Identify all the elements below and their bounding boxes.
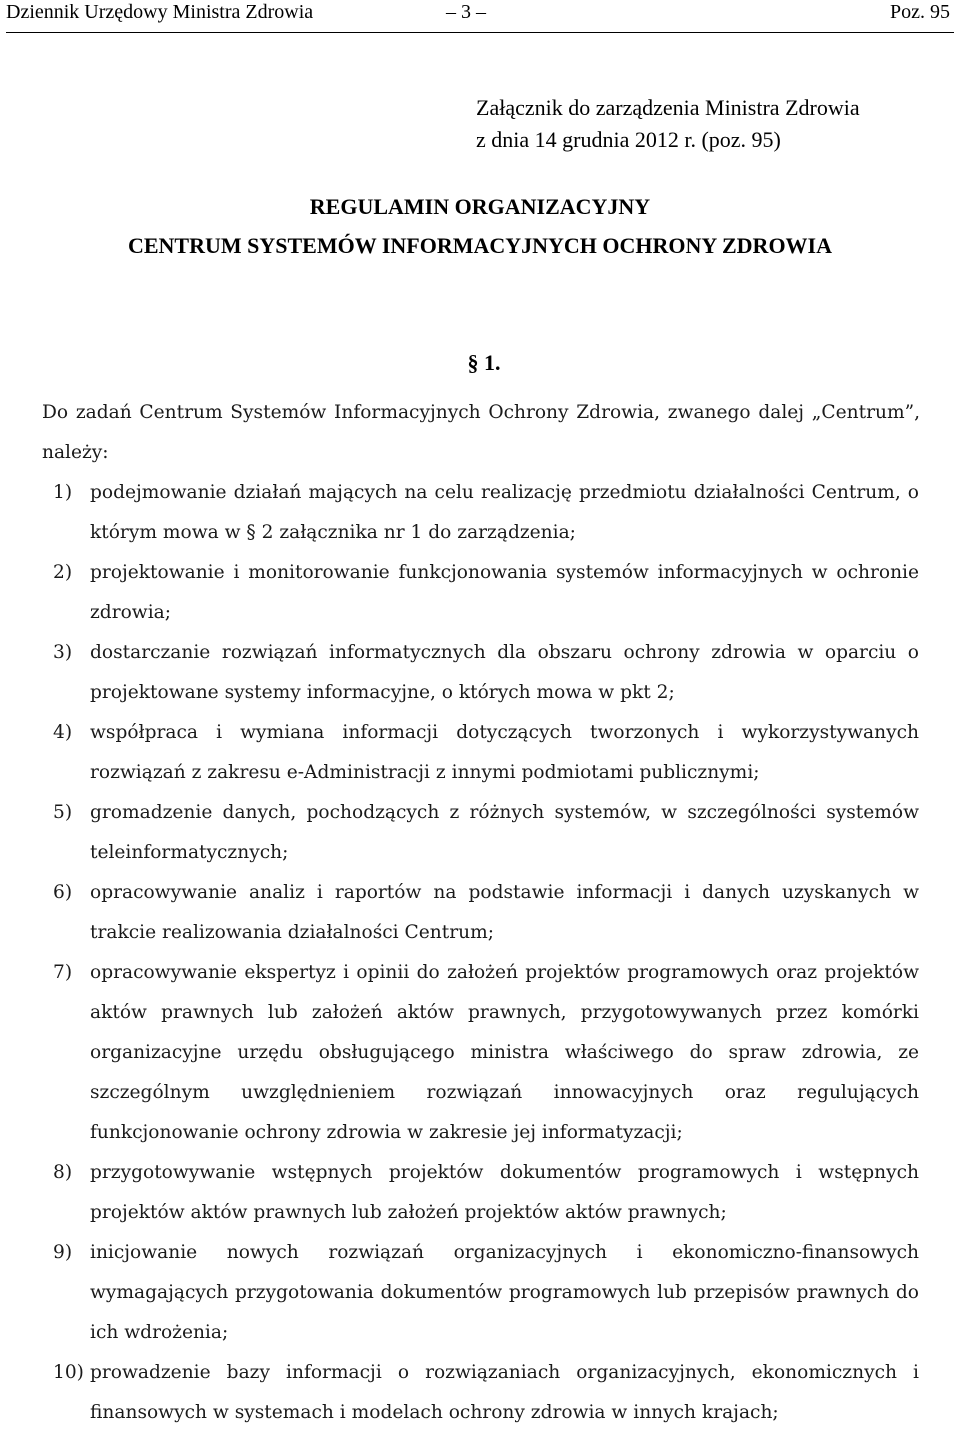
document-subtitle: CENTRUM SYSTEMÓW INFORMACYJNYCH OCHRONY ZDROWIA bbox=[127, 233, 833, 258]
item-text: projektowanie i monitorowanie funkcjonowania systemów informacyjnych w ochronie zdrowia; bbox=[90, 562, 919, 623]
annex-line-1: Załącznik do zarządzenia Ministra Zdrowia bbox=[476, 95, 860, 120]
list-item bbox=[0, 633, 919, 713]
annex-line-2: z dnia 14 grudnia 2012 r. (poz. 95) bbox=[476, 127, 781, 152]
section-heading: § 1. bbox=[467, 350, 501, 375]
page-header bbox=[6, 0, 954, 33]
intro-paragraph: Do zadań Centrum Systemów Informacyjnych Ochrony Zdrowia, zwanego dalej „Centrum”, należy: bbox=[42, 402, 920, 463]
document-title: REGULAMIN ORGANIZACYJNY bbox=[309, 194, 651, 219]
item-number: 5) bbox=[53, 802, 73, 823]
page-number: – 3 – bbox=[446, 1, 486, 23]
item-number: 4) bbox=[53, 722, 73, 743]
item-text: przygotowywanie wstępnych projektów dokumentów programowych i wstępnych projektów aktów prawnych lub założeń projektów aktów prawnych; bbox=[90, 1162, 919, 1223]
journal-name: Dziennik Urzędowy Ministra Zdrowia bbox=[6, 1, 314, 23]
annex-reference bbox=[476, 92, 860, 156]
item-number: 1) bbox=[53, 482, 73, 503]
item-number: 7) bbox=[53, 962, 73, 983]
item-text: dostarczanie rozwiązań informatycznych dla obszaru ochrony zdrowia w oparciu o projektowane systemy informacyjne, o których mowa w pkt 2; bbox=[90, 642, 919, 703]
item-text: podejmowanie działań mających na celu realizację przedmiotu działalności Centrum, o którym mowa w § 2 załącznika nr 1 do zarządzenia; bbox=[90, 482, 919, 543]
item-number: 6) bbox=[53, 882, 73, 903]
item-text: inicjowanie nowych rozwiązań organizacyjnych i ekonomiczno-finansowych wymagających przygotowania dokumentów programowych lub przepisów prawnych do ich wdrożenia; bbox=[90, 1242, 919, 1343]
position-number: Poz. 95 bbox=[890, 1, 950, 23]
list-item bbox=[0, 793, 919, 873]
list-item bbox=[0, 473, 919, 553]
list-item bbox=[0, 873, 919, 953]
item-number: 3) bbox=[53, 642, 73, 663]
list-item bbox=[0, 1353, 919, 1433]
list-item bbox=[0, 953, 919, 1153]
item-number: 8) bbox=[53, 1162, 73, 1183]
list-item bbox=[0, 713, 919, 793]
item-text: opracowywanie analiz i raportów na podstawie informacji i danych uzyskanych w trakcie realizowania działalności Centrum; bbox=[90, 882, 919, 943]
item-number: 9) bbox=[53, 1242, 73, 1263]
item-number: 2) bbox=[53, 562, 73, 583]
list-item bbox=[0, 1153, 919, 1233]
list-item bbox=[0, 1233, 919, 1353]
task-list bbox=[0, 473, 960, 1433]
item-text: opracowywanie ekspertyz i opinii do założeń projektów programowych oraz projektów aktów prawnych lub założeń aktów prawnych, przygotowywanych przez komórki organizacyjne urzędu obsługującego ministra właściwego do spraw zdrowia, ze szczególnym uwzględnieniem rozwiązań innowacyjnych oraz regulujących funkcjonowanie ochrony zdrowia w zakresie jej informatyzacji; bbox=[90, 962, 919, 1143]
item-text: gromadzenie danych, pochodzących z różnych systemów, w szczególności systemów teleinformatycznych; bbox=[90, 802, 919, 863]
list-item bbox=[0, 553, 919, 633]
item-text: współpraca i wymiana informacji dotyczących tworzonych i wykorzystywanych rozwiązań z zakresu e-Administracji z innymi podmiotami publicznymi; bbox=[90, 722, 919, 783]
item-number: 10) bbox=[53, 1362, 84, 1383]
item-text: prowadzenie bazy informacji o rozwiązaniach organizacyjnych, ekonomicznych i finansowych w systemach i modelach ochrony zdrowia w innych krajach; bbox=[90, 1362, 919, 1423]
